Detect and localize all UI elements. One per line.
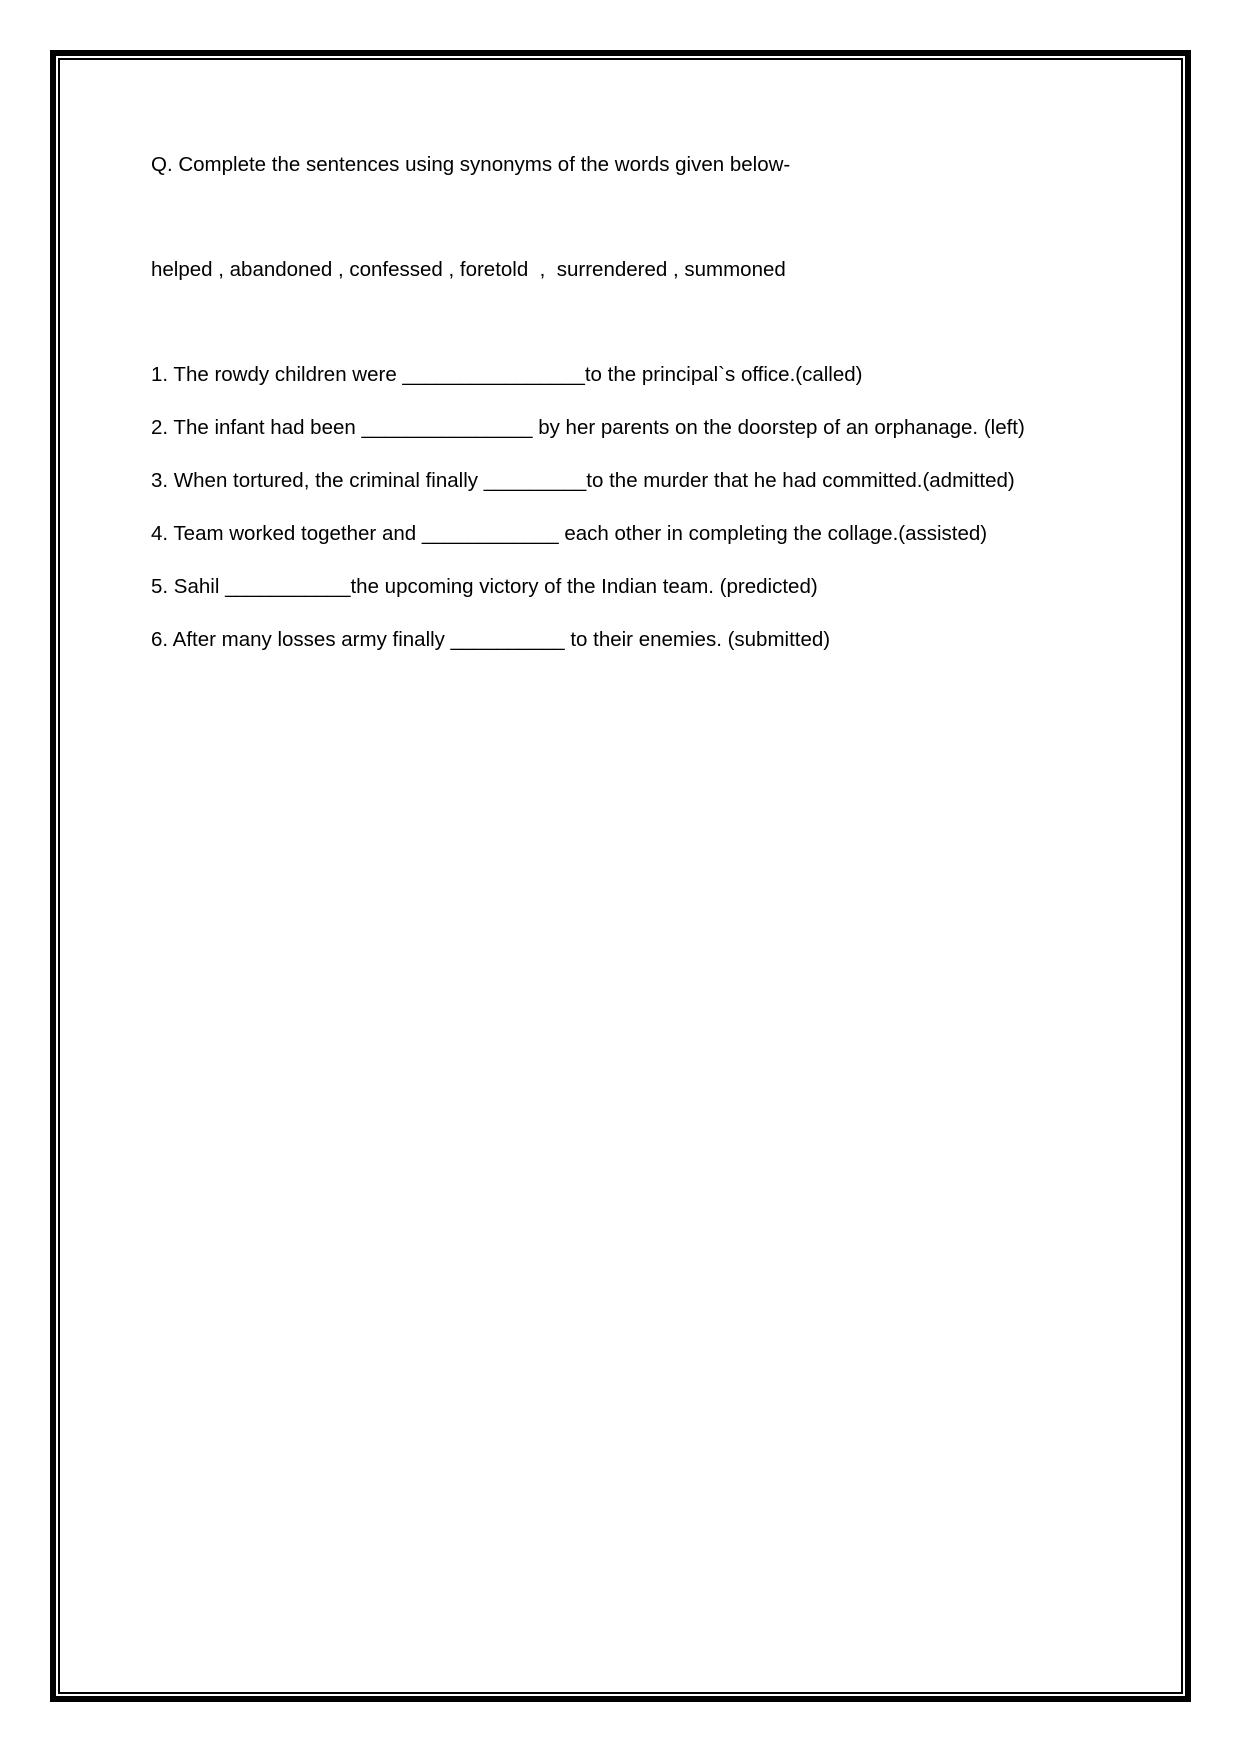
sentence-6: 6. After many losses army finally __________ to their enemies. (submitted): [151, 628, 831, 651]
sentence-2: 2. The infant had been _______________ by her parents on the doorstep of an orphanage. (left): [151, 416, 1025, 439]
sentence-3: 3. When tortured, the criminal finally _________to the murder that he had committed.(admitted): [151, 469, 1015, 492]
worksheet-content: [151, 150, 1071, 678]
sentence-4: 4. Team worked together and ____________ each other in completing the collage.(assisted): [151, 522, 988, 545]
sentence-5: 5. Sahil ___________the upcoming victory of the Indian team. (predicted): [151, 575, 818, 598]
question-title: Q. Complete the sentences using synonyms of the words given below-: [151, 153, 791, 176]
sentence-1: 1. The rowdy children were ________________to the principal`s office.(called): [151, 363, 863, 386]
word-bank: helped , abandoned , confessed , foretold , surrendered , summoned: [151, 258, 786, 281]
